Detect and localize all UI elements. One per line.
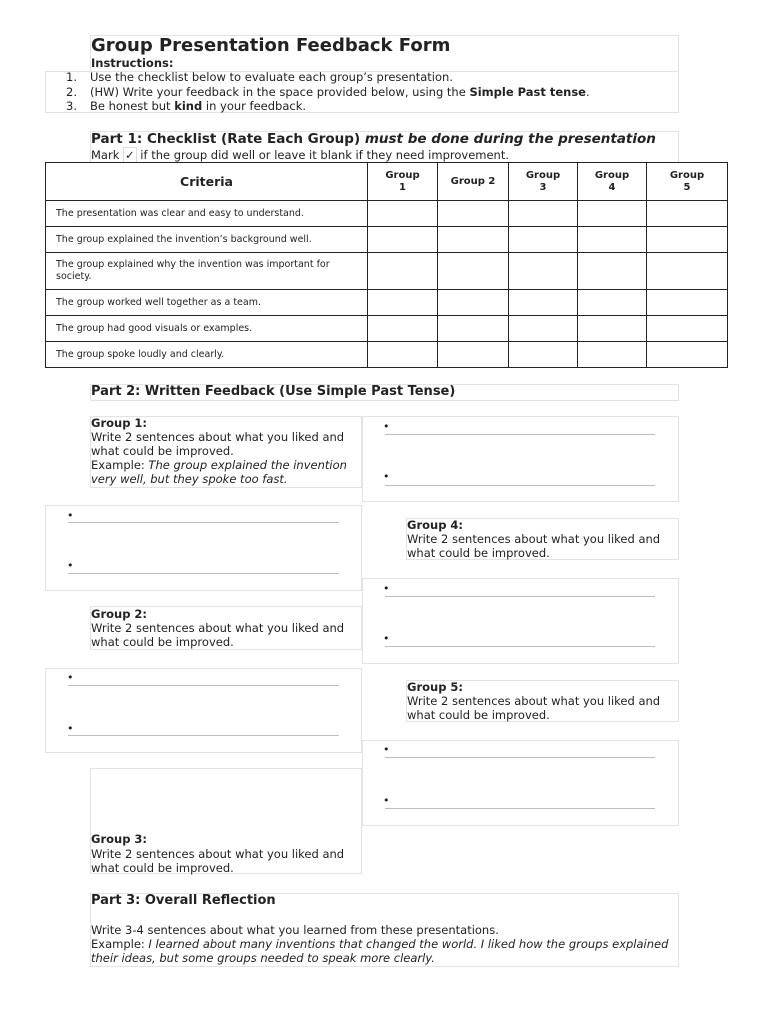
group-5-header: Group 5 [647,163,728,201]
group4-label: Group 4: [407,518,464,532]
mark-text: Mark [91,148,124,162]
rating-cell[interactable] [368,253,438,290]
answer-line[interactable] [385,596,655,597]
rating-cell[interactable] [647,201,728,227]
answer-line[interactable] [385,757,655,758]
part1-heading [91,131,656,147]
rating-cell[interactable] [368,290,438,316]
answer-line[interactable] [385,646,655,647]
group5-label: Group 5: [407,680,464,694]
rating-cell[interactable] [509,201,578,227]
part1-mark-instruction [91,148,509,162]
criteria-cell: The group explained the invention’s background well. [46,227,368,253]
instruction-number: 3. [66,99,77,113]
criteria-cell: The group had good visuals or examples. [46,316,368,342]
table-row [46,201,728,227]
instruction-emphasis: Simple Past tense [469,85,586,99]
rating-cell[interactable] [647,290,728,316]
rating-cell[interactable] [368,201,438,227]
rating-cell[interactable] [509,342,578,368]
rating-cell[interactable] [368,227,438,253]
instruction-text: Be honest but [90,99,175,113]
bullet-icon: • [383,582,390,595]
bullet-icon: • [383,743,390,756]
example-text: I learned about many inventions that changed the world. I liked how the groups explained their ideas, but some groups needed to speak more clearly. [91,937,669,965]
answer-line[interactable] [385,434,655,435]
group1-label: Group 1: [91,416,148,430]
group-2-header: Group 2 [438,163,509,201]
bullet-icon: • [383,420,390,433]
bullet-icon: • [383,470,390,483]
rating-cell[interactable] [438,316,509,342]
instructions-heading: Instructions: [91,56,174,70]
rating-cell[interactable] [578,342,647,368]
group2-label: Group 2: [91,607,148,621]
instruction-text-end: . [585,85,590,99]
instruction-text: (HW) Write your feedback in the space provided below, using the [90,85,470,99]
example-label: Example: [91,458,149,472]
rating-cell[interactable] [509,227,578,253]
table-row [46,290,728,316]
answer-box-right-1[interactable] [362,416,679,502]
rating-cell[interactable] [647,342,728,368]
answer-line[interactable] [385,808,655,809]
rating-cell[interactable] [368,316,438,342]
instruction-text-end: in your feedback. [202,99,307,113]
instruction-item-2 [66,85,590,99]
criteria-cell: The group worked well together as a team. [46,290,368,316]
part2-heading: Part 2: Written Feedback (Use Simple Past Tense) [91,384,456,399]
group1-instruction: Write 2 sentences about what you liked and what could be improved. [91,430,345,458]
rating-cell[interactable] [509,290,578,316]
bullet-icon: • [383,794,390,807]
group4-instruction: Write 2 sentences about what you liked and what could be improved. [407,532,661,560]
bullet-icon: • [67,722,74,735]
rating-cell[interactable] [578,290,647,316]
part1-heading-italic: must be done during the presentation [364,131,656,147]
rating-cell[interactable] [578,227,647,253]
rating-cell[interactable] [647,253,728,290]
rating-cell[interactable] [438,342,509,368]
rating-cell[interactable] [438,227,509,253]
criteria-header: Criteria [46,163,368,201]
instruction-number: 1. [66,70,77,84]
rating-cell[interactable] [509,316,578,342]
answer-line[interactable] [68,735,339,736]
rating-cell[interactable] [578,201,647,227]
part3-instruction: Write 3-4 sentences about what you learned from these presentations. [91,923,499,937]
group3-instruction: Write 2 sentences about what you liked and what could be improved. [91,847,345,875]
answer-line[interactable] [68,573,339,574]
group-1-header: Group 1 [368,163,438,201]
rating-cell[interactable] [368,342,438,368]
bullet-icon: • [67,509,74,522]
group-4-header: Group 4 [578,163,647,201]
criteria-cell: The presentation was clear and easy to understand. [46,201,368,227]
rating-cell[interactable] [578,316,647,342]
answer-box-right-2[interactable] [362,578,679,664]
instruction-item-1 [66,70,453,84]
example-label: Example: [91,937,149,951]
instruction-emphasis: kind [174,99,203,113]
bullet-icon: • [67,559,74,572]
rating-cell[interactable] [509,253,578,290]
table-row [46,342,728,368]
rating-cell[interactable] [438,201,509,227]
answer-box-left-1[interactable] [45,505,362,591]
rating-cell[interactable] [438,253,509,290]
part1-heading-text: Part 1: Checklist (Rate Each Group) [91,131,365,147]
criteria-cell: The group explained why the invention was important for society. [46,253,368,290]
group3-label: Group 3: [91,832,148,846]
instruction-text: Use the checklist below to evaluate each group’s presentation. [90,70,453,84]
answer-line[interactable] [385,485,655,486]
part3-example [91,937,671,965]
table-row [46,227,728,253]
bullet-icon: • [383,632,390,645]
table-row [46,253,728,290]
checkmark-icon: ✓ [125,148,135,162]
page-title: Group Presentation Feedback Form [91,35,451,56]
table-row [46,316,728,342]
mark-text-end: if the group did well or leave it blank if they need improvement. [136,148,509,162]
group-3-header: Group 3 [509,163,578,201]
answer-box-left-2[interactable] [45,668,362,753]
part3-heading: Part 3: Overall Reflection [91,893,276,908]
rating-cell[interactable] [578,253,647,290]
bullet-icon: • [67,671,74,684]
rating-cell[interactable] [438,290,509,316]
table-header-row [46,163,728,201]
group1-example [91,458,353,486]
example-text: The group explained the invention very well, but they spoke too fast. [91,458,347,486]
answer-box-right-3[interactable] [362,740,679,826]
rating-cell[interactable] [647,227,728,253]
instruction-item-3 [66,99,306,113]
criteria-cell: The group spoke loudly and clearly. [46,342,368,368]
answer-line[interactable] [68,685,339,686]
group2-instruction: Write 2 sentences about what you liked and what could be improved. [91,621,345,649]
group5-instruction: Write 2 sentences about what you liked and what could be improved. [407,694,661,722]
checklist-table [45,162,728,368]
rating-cell[interactable] [647,316,728,342]
instruction-number: 2. [66,85,77,99]
answer-line[interactable] [68,522,339,523]
